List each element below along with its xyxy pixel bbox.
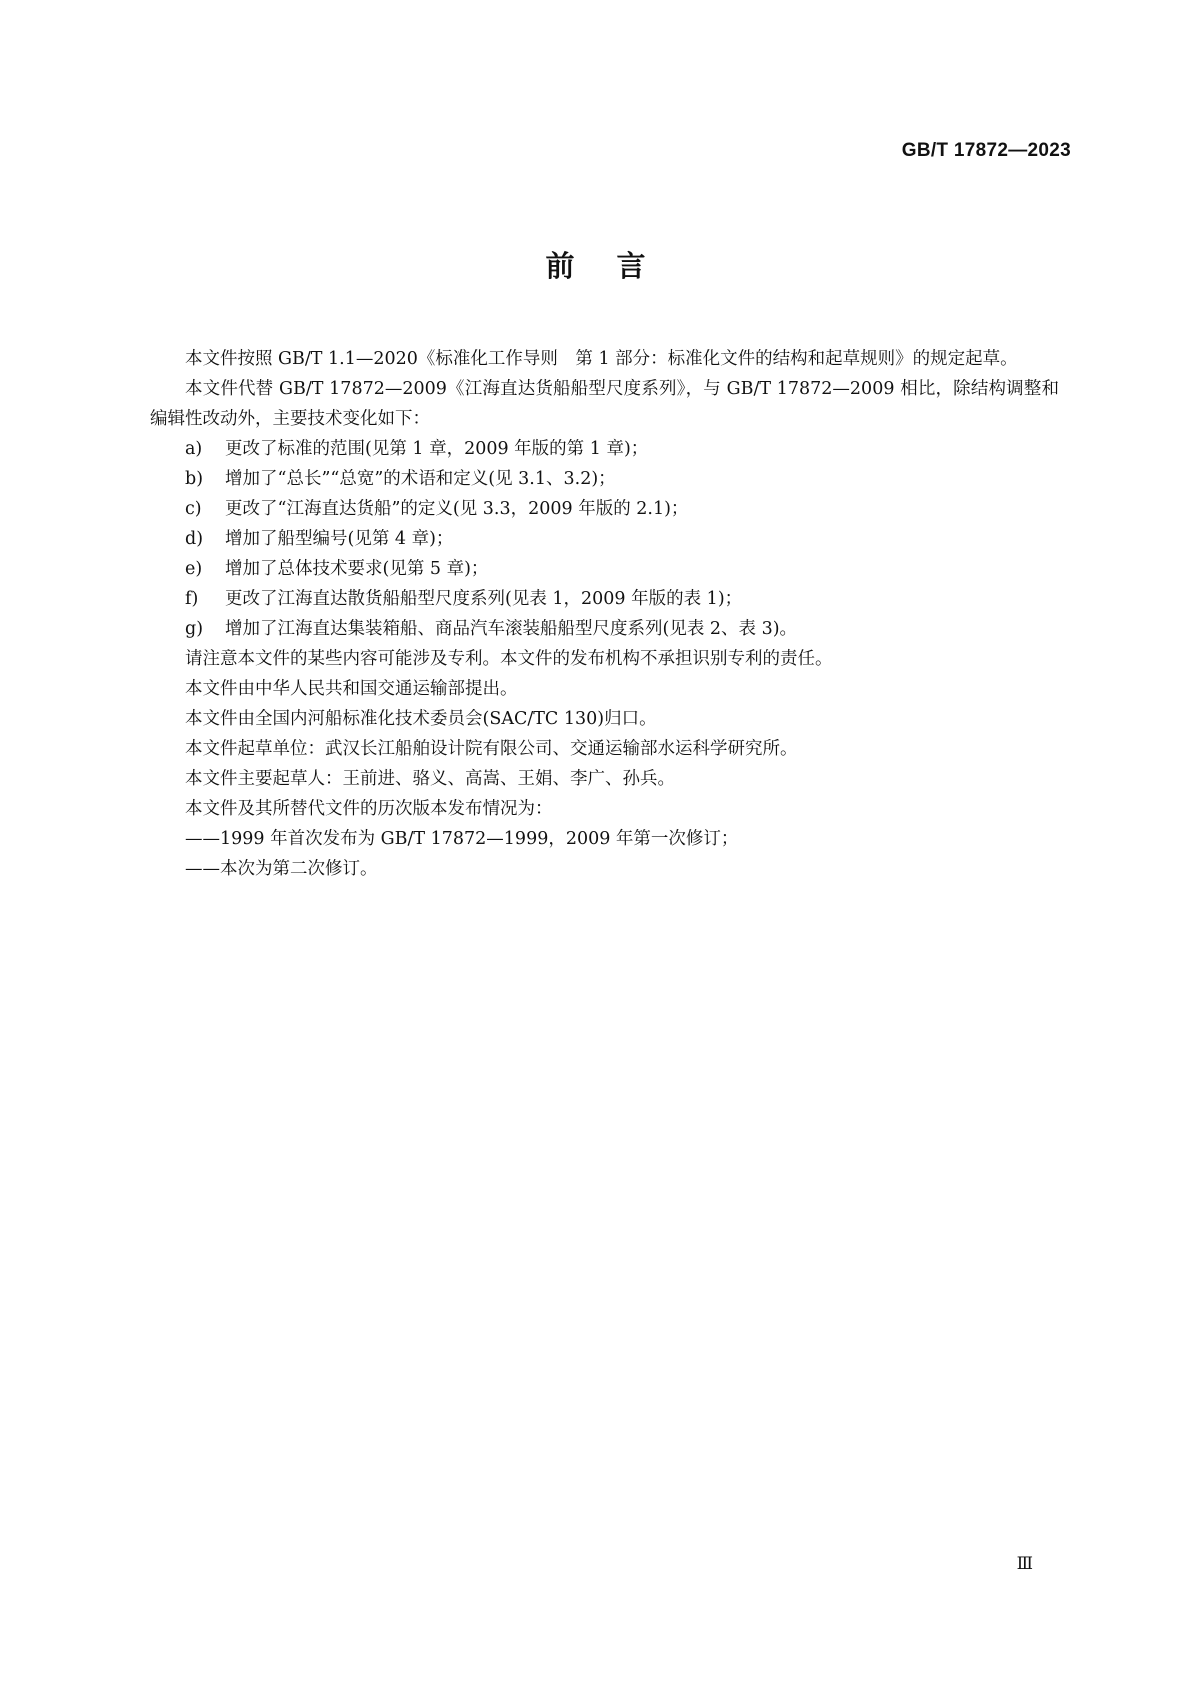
history-list: [150, 824, 1059, 884]
proposer-statement: 本文件由中华人民共和国交通运输部提出。: [185, 679, 518, 699]
list-item-label: f): [185, 589, 199, 609]
drafting-units: 本文件起草单位：武汉长江船舶设计院有限公司、交通运输部水运科学研究所。: [185, 739, 798, 759]
page-number: Ⅲ: [1016, 1554, 1033, 1574]
history-item: ——本次为第二次修订。: [185, 859, 378, 879]
list-item: [150, 584, 1059, 614]
list-item-text: 更改了“江海直达货船”的定义(见 3.3，2009 年版的 2.1)；: [225, 499, 689, 519]
intro-paragraph-2: 本文件代替 GB/T 17872—2009《江海直达货船船型尺度系列》，与 GB/T 17872—2009 相比，除结构调整和编辑性改动外，主要技术变化如下：: [150, 379, 1059, 429]
list-item-text: 增加了船型编号(见第 4 章)；: [225, 529, 454, 549]
intro-paragraph-1: 本文件按照 GB/T 1.1—2020《标准化工作导则 第 1 部分：标准化文件的结构和起草规则》的规定起草。: [185, 349, 1018, 369]
list-item-label: b): [185, 469, 204, 489]
drafters: 本文件主要起草人：王前进、骆义、高嵩、王娟、李广、孙兵。: [185, 769, 675, 789]
list-item: [150, 614, 1059, 644]
list-item: [150, 494, 1059, 524]
list-item-text: 更改了江海直达散货船船型尺度系列(见表 1，2009 年版的表 1)；: [225, 589, 743, 609]
list-item: [150, 464, 1059, 494]
standard-code-header: GB/T 17872—2023: [901, 140, 1071, 161]
history-item: ——1999 年首次发布为 GB/T 17872—1999，2009 年第一次修订；: [185, 829, 739, 849]
patent-notice: 请注意本文件的某些内容可能涉及专利。本文件的发布机构不承担识别专利的责任。: [185, 649, 833, 669]
page-title: 前言: [545, 249, 688, 283]
list-item-label: e): [185, 559, 203, 579]
list-item-label: d): [185, 529, 204, 549]
changes-list: [150, 434, 1059, 644]
history-intro: 本文件及其所替代文件的历次版本发布情况为：: [185, 799, 553, 819]
committee-statement: 本文件由全国内河船标准化技术委员会(SAC/TC 130)归口。: [185, 709, 657, 729]
list-item-label: g): [185, 619, 204, 639]
list-item-text: 增加了总体技术要求(见第 5 章)；: [225, 559, 489, 579]
list-item-label: a): [185, 439, 203, 459]
preface-body: [150, 344, 1059, 884]
list-item: [150, 434, 1059, 464]
list-item-text: 增加了江海直达集装箱船、商品汽车滚装船船型尺度系列(见表 2、表 3)。: [225, 619, 798, 639]
list-item-text: 增加了“总长”“总宽”的术语和定义(见 3.1、3.2)；: [225, 469, 616, 489]
list-item: [150, 524, 1059, 554]
list-item: [150, 554, 1059, 584]
list-item-text: 更改了标准的范围(见第 1 章，2009 年版的第 1 章)；: [225, 439, 649, 459]
list-item-label: c): [185, 499, 202, 519]
